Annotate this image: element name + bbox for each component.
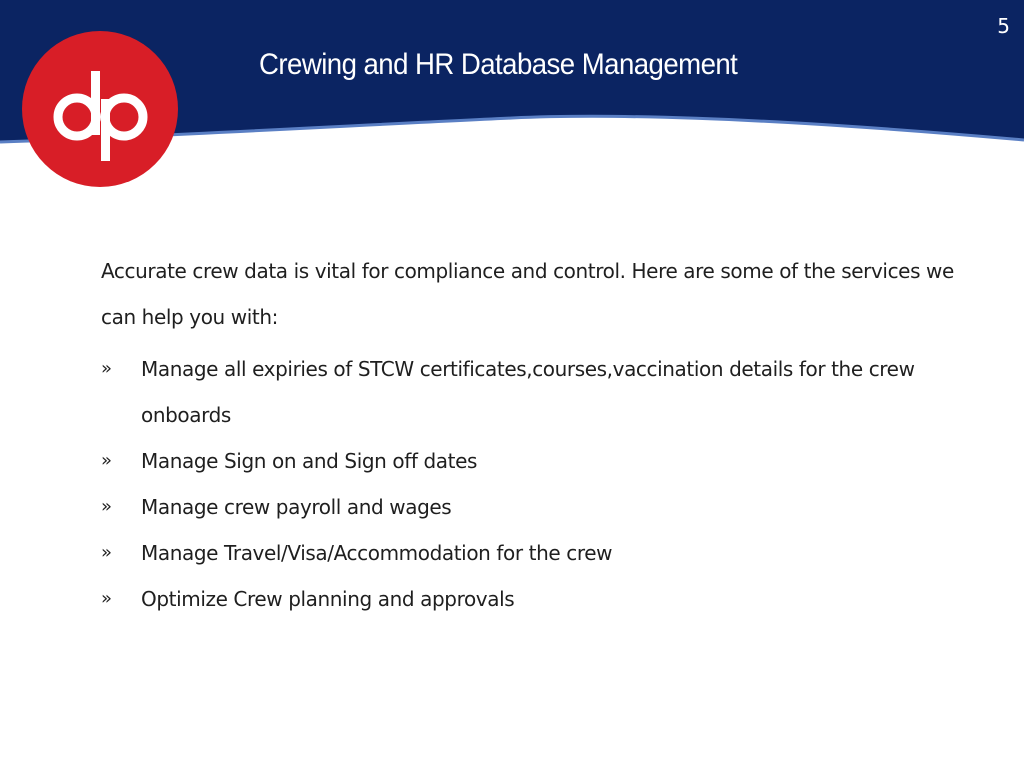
list-item-text: Optimize Crew planning and approvals — [141, 587, 515, 611]
list-item — [101, 530, 961, 576]
intro-text: Accurate crew data is vital for compliance and control. Here are some of the services we can help you with: — [101, 259, 954, 329]
bullet-marker: » — [101, 588, 112, 609]
dp-logo-icon — [22, 31, 178, 187]
list-item-text: Manage Sign on and Sign off dates — [141, 449, 478, 473]
content-body — [101, 248, 961, 622]
list-item-text: Manage crew payroll and wages — [141, 495, 452, 519]
bullet-marker: » — [101, 496, 112, 517]
list-item — [101, 438, 961, 484]
services-list — [101, 346, 961, 622]
bullet-marker: » — [101, 542, 112, 563]
list-item — [101, 484, 961, 530]
list-item — [101, 576, 961, 622]
page-number: 5 — [997, 14, 1010, 38]
slide-title: Crewing and HR Database Management — [259, 48, 738, 81]
list-item-text: Manage Travel/Visa/Accommodation for the crew — [141, 541, 613, 565]
bullet-marker: » — [101, 450, 112, 471]
list-item-text: Manage all expiries of STCW certificates,courses,vaccination details for the crew onboards — [141, 357, 915, 427]
bullet-marker: » — [101, 358, 112, 379]
list-item — [101, 346, 961, 438]
